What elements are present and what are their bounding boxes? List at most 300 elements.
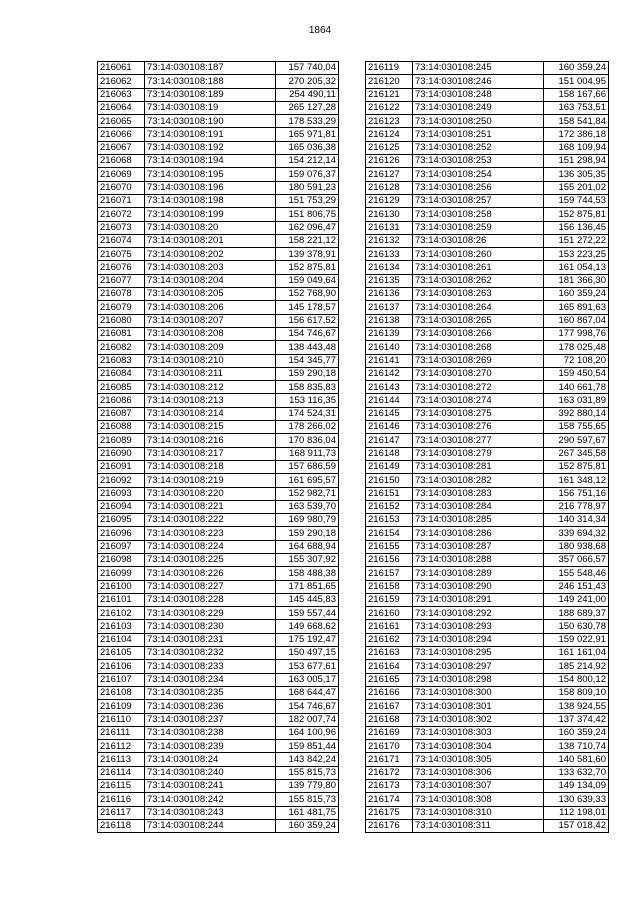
cadastral-number-cell: 73:14:030108:303 — [413, 726, 544, 739]
row-number-cell: 216104 — [98, 633, 145, 646]
table-row — [366, 620, 609, 633]
cadastral-number-cell: 73:14:030108:209 — [145, 341, 276, 354]
value-cell: 153 677,61 — [276, 660, 339, 673]
row-number-cell: 216162 — [366, 633, 413, 646]
cadastral-number-cell: 73:14:030108:217 — [145, 447, 276, 460]
row-number-cell: 216064 — [98, 101, 145, 114]
table-row — [98, 620, 339, 633]
table-row — [366, 75, 609, 88]
table-row — [366, 168, 609, 181]
table-row — [98, 567, 339, 580]
cadastral-number-cell: 73:14:030108:191 — [145, 128, 276, 141]
row-number-cell: 216087 — [98, 407, 145, 420]
row-number-cell: 216066 — [98, 128, 145, 141]
cadastral-number-cell: 73:14:030108:214 — [145, 407, 276, 420]
row-number-cell: 216061 — [98, 62, 145, 75]
value-cell: 143 842,24 — [276, 753, 339, 766]
row-number-cell: 216077 — [98, 274, 145, 287]
cadastral-number-cell: 73:14:030108:187 — [145, 62, 276, 75]
row-number-cell: 216175 — [366, 806, 413, 819]
table-row — [98, 673, 339, 686]
value-cell: 158 755,65 — [544, 421, 609, 434]
table-row — [98, 101, 339, 114]
cadastral-number-cell: 73:14:030108:243 — [145, 806, 276, 819]
value-cell: 159 022,91 — [544, 633, 609, 646]
table-row — [366, 88, 609, 101]
row-number-cell: 216157 — [366, 567, 413, 580]
value-cell: 165 036,38 — [276, 141, 339, 154]
value-cell: 171 851,65 — [276, 580, 339, 593]
row-number-cell: 216151 — [366, 487, 413, 500]
value-cell: 160 359,24 — [276, 819, 339, 832]
cadastral-number-cell: 73:14:030108:276 — [413, 421, 544, 434]
table-row — [366, 580, 609, 593]
cadastral-number-cell: 73:14:030108:257 — [413, 194, 544, 207]
value-cell: 168 911,73 — [276, 447, 339, 460]
table-row — [98, 819, 339, 832]
value-cell: 159 851,44 — [276, 740, 339, 753]
table-row — [366, 700, 609, 713]
cadastral-number-cell: 73:14:030108:289 — [413, 567, 544, 580]
table-row — [366, 101, 609, 114]
table-row — [366, 248, 609, 261]
value-cell: 159 450,54 — [544, 367, 609, 380]
cadastral-number-cell: 73:14:030108:230 — [145, 620, 276, 633]
cadastral-number-cell: 73:14:030108:282 — [413, 474, 544, 487]
cadastral-number-cell: 73:14:030108:310 — [413, 806, 544, 819]
value-cell: 216 778,97 — [544, 500, 609, 513]
value-cell: 161 695,57 — [276, 474, 339, 487]
cadastral-number-cell: 73:14:030108:263 — [413, 288, 544, 301]
row-number-cell: 216159 — [366, 593, 413, 606]
row-number-cell: 216089 — [98, 434, 145, 447]
value-cell: 168 109,94 — [544, 141, 609, 154]
table-row — [98, 540, 339, 553]
value-cell: 178 025,48 — [544, 341, 609, 354]
value-cell: 157 740,04 — [276, 62, 339, 75]
value-cell: 160 359,24 — [544, 62, 609, 75]
cadastral-number-cell: 73:14:030108:192 — [145, 141, 276, 154]
table-row — [366, 327, 609, 340]
table-row — [366, 221, 609, 234]
table-row — [366, 141, 609, 154]
value-cell: 159 290,18 — [276, 527, 339, 540]
row-number-cell: 216156 — [366, 553, 413, 566]
value-cell: 156 751,16 — [544, 487, 609, 500]
cadastral-number-cell: 73:14:030108:225 — [145, 553, 276, 566]
value-cell: 112 198,01 — [544, 806, 609, 819]
table-row — [98, 793, 339, 806]
row-number-cell: 216115 — [98, 780, 145, 793]
table-row — [98, 301, 339, 314]
table-row — [98, 726, 339, 739]
row-number-cell: 216129 — [366, 194, 413, 207]
row-number-cell: 216063 — [98, 88, 145, 101]
cadastral-number-cell: 73:14:030108:305 — [413, 753, 544, 766]
row-number-cell: 216085 — [98, 381, 145, 394]
table-row — [366, 540, 609, 553]
cadastral-number-cell: 73:14:030108:298 — [413, 673, 544, 686]
cadastral-number-cell: 73:14:030108:24 — [145, 753, 276, 766]
table-row — [98, 115, 339, 128]
row-number-cell: 216122 — [366, 101, 413, 114]
row-number-cell: 216098 — [98, 553, 145, 566]
value-cell: 160 867,04 — [544, 314, 609, 327]
cadastral-number-cell: 73:14:030108:202 — [145, 248, 276, 261]
cadastral-number-cell: 73:14:030108:254 — [413, 168, 544, 181]
table-row — [98, 62, 339, 75]
row-number-cell: 216113 — [98, 753, 145, 766]
value-cell: 156 617,52 — [276, 314, 339, 327]
table-row — [366, 686, 609, 699]
value-cell: 152 875,81 — [276, 261, 339, 274]
value-cell: 161 348,12 — [544, 474, 609, 487]
value-cell: 392 880,14 — [544, 407, 609, 420]
table-row — [366, 274, 609, 287]
value-cell: 151 806,75 — [276, 208, 339, 221]
row-number-cell: 216083 — [98, 354, 145, 367]
row-number-cell: 216142 — [366, 367, 413, 380]
table-row — [366, 487, 609, 500]
cadastral-number-cell: 73:14:030108:272 — [413, 381, 544, 394]
value-cell: 169 980,79 — [276, 514, 339, 527]
table-row — [98, 447, 339, 460]
cadastral-number-cell: 73:14:030108:199 — [145, 208, 276, 221]
row-number-cell: 216091 — [98, 460, 145, 473]
table-row — [366, 793, 609, 806]
cadastral-number-cell: 73:14:030108:216 — [145, 434, 276, 447]
cadastral-number-cell: 73:14:030108:297 — [413, 660, 544, 673]
table-row — [98, 514, 339, 527]
table-row — [98, 354, 339, 367]
cadastral-number-cell: 73:14:030108:205 — [145, 288, 276, 301]
value-cell: 339 694,32 — [544, 527, 609, 540]
row-number-cell: 216134 — [366, 261, 413, 274]
table-row — [366, 474, 609, 487]
cadastral-number-cell: 73:14:030108:256 — [413, 181, 544, 194]
table-row — [98, 194, 339, 207]
row-number-cell: 216072 — [98, 208, 145, 221]
cadastral-number-cell: 73:14:030108:285 — [413, 514, 544, 527]
row-number-cell: 216119 — [366, 62, 413, 75]
value-cell: 270 205,32 — [276, 75, 339, 88]
value-cell: 136 305,35 — [544, 168, 609, 181]
row-number-cell: 216174 — [366, 793, 413, 806]
cadastral-number-cell: 73:14:030108:244 — [145, 819, 276, 832]
table-row — [366, 806, 609, 819]
table-row — [366, 62, 609, 75]
row-number-cell: 216095 — [98, 514, 145, 527]
row-number-cell: 216146 — [366, 421, 413, 434]
table-row — [366, 434, 609, 447]
parcel-table-left — [97, 61, 339, 833]
value-cell: 138 710,74 — [544, 740, 609, 753]
row-number-cell: 216116 — [98, 793, 145, 806]
table-row — [366, 341, 609, 354]
row-number-cell: 216068 — [98, 155, 145, 168]
value-cell: 182 007,74 — [276, 713, 339, 726]
value-cell: 155 815,73 — [276, 793, 339, 806]
row-number-cell: 216103 — [98, 620, 145, 633]
cadastral-number-cell: 73:14:030108:195 — [145, 168, 276, 181]
row-number-cell: 216132 — [366, 234, 413, 247]
row-number-cell: 216148 — [366, 447, 413, 460]
value-cell: 158 221,12 — [276, 234, 339, 247]
cadastral-number-cell: 73:14:030108:249 — [413, 101, 544, 114]
value-cell: 153 116,35 — [276, 394, 339, 407]
value-cell: 130 639,33 — [544, 793, 609, 806]
table-row — [366, 354, 609, 367]
cadastral-number-cell: 73:14:030108:237 — [145, 713, 276, 726]
value-cell: 163 031,89 — [544, 394, 609, 407]
cadastral-number-cell: 73:14:030108:274 — [413, 394, 544, 407]
table-row — [98, 421, 339, 434]
row-number-cell: 216120 — [366, 75, 413, 88]
table-row — [366, 713, 609, 726]
row-number-cell: 216161 — [366, 620, 413, 633]
table-row — [366, 740, 609, 753]
cadastral-number-cell: 73:14:030108:246 — [413, 75, 544, 88]
value-cell: 159 557,44 — [276, 607, 339, 620]
row-number-cell: 216155 — [366, 540, 413, 553]
value-cell: 267 345,58 — [544, 447, 609, 460]
row-number-cell: 216075 — [98, 248, 145, 261]
page-number: 1864 — [308, 25, 332, 36]
row-number-cell: 216176 — [366, 819, 413, 832]
value-cell: 157 686,59 — [276, 460, 339, 473]
table-row — [98, 181, 339, 194]
table-row — [98, 128, 339, 141]
row-number-cell: 216078 — [98, 288, 145, 301]
row-number-cell: 216097 — [98, 540, 145, 553]
cadastral-number-cell: 73:14:030108:207 — [145, 314, 276, 327]
value-cell: 158 835,83 — [276, 381, 339, 394]
row-number-cell: 216111 — [98, 726, 145, 739]
cadastral-number-cell: 73:14:030108:212 — [145, 381, 276, 394]
table-row — [98, 527, 339, 540]
table-row — [98, 686, 339, 699]
cadastral-number-cell: 73:14:030108:307 — [413, 780, 544, 793]
table-row — [98, 753, 339, 766]
cadastral-number-cell: 73:14:030108:198 — [145, 194, 276, 207]
value-cell: 155 815,73 — [276, 766, 339, 779]
row-number-cell: 216105 — [98, 647, 145, 660]
cadastral-number-cell: 73:14:030108:277 — [413, 434, 544, 447]
cadastral-number-cell: 73:14:030108:306 — [413, 766, 544, 779]
cadastral-number-cell: 73:14:030108:301 — [413, 700, 544, 713]
value-cell: 178 533,29 — [276, 115, 339, 128]
value-cell: 151 004,95 — [544, 75, 609, 88]
row-number-cell: 216141 — [366, 354, 413, 367]
cadastral-number-cell: 73:14:030108:308 — [413, 793, 544, 806]
row-number-cell: 216131 — [366, 221, 413, 234]
row-number-cell: 216071 — [98, 194, 145, 207]
value-cell: 137 374,42 — [544, 713, 609, 726]
row-number-cell: 216067 — [98, 141, 145, 154]
row-number-cell: 216065 — [98, 115, 145, 128]
value-cell: 139 779,80 — [276, 780, 339, 793]
row-number-cell: 216086 — [98, 394, 145, 407]
row-number-cell: 216127 — [366, 168, 413, 181]
value-cell: 168 644,47 — [276, 686, 339, 699]
row-number-cell: 216135 — [366, 274, 413, 287]
value-cell: 155 201,02 — [544, 181, 609, 194]
table-row — [98, 327, 339, 340]
row-number-cell: 216084 — [98, 367, 145, 380]
table-row — [366, 593, 609, 606]
value-cell: 254 490,11 — [276, 88, 339, 101]
value-cell: 149 241,00 — [544, 593, 609, 606]
table-row — [98, 248, 339, 261]
table-row — [98, 740, 339, 753]
cadastral-number-cell: 73:14:030108:222 — [145, 514, 276, 527]
value-cell: 164 100,96 — [276, 726, 339, 739]
cadastral-number-cell: 73:14:030108:259 — [413, 221, 544, 234]
cadastral-number-cell: 73:14:030108:26 — [413, 234, 544, 247]
table-row — [366, 780, 609, 793]
cadastral-number-cell: 73:14:030108:293 — [413, 620, 544, 633]
row-number-cell: 216101 — [98, 593, 145, 606]
value-cell: 151 298,94 — [544, 155, 609, 168]
cadastral-number-cell: 73:14:030108:211 — [145, 367, 276, 380]
row-number-cell: 216154 — [366, 527, 413, 540]
value-cell: 151 753,29 — [276, 194, 339, 207]
cadastral-number-cell: 73:14:030108:264 — [413, 301, 544, 314]
table-row — [98, 713, 339, 726]
row-number-cell: 216100 — [98, 580, 145, 593]
row-number-cell: 216152 — [366, 500, 413, 513]
table-row — [366, 527, 609, 540]
row-number-cell: 216158 — [366, 580, 413, 593]
cadastral-number-cell: 73:14:030108:20 — [145, 221, 276, 234]
cadastral-number-cell: 73:14:030108:215 — [145, 421, 276, 434]
row-number-cell: 216163 — [366, 647, 413, 660]
cadastral-number-cell: 73:14:030108:213 — [145, 394, 276, 407]
row-number-cell: 216114 — [98, 766, 145, 779]
table-row — [366, 447, 609, 460]
cadastral-number-cell: 73:14:030108:275 — [413, 407, 544, 420]
value-cell: 265 127,28 — [276, 101, 339, 114]
table-row — [366, 500, 609, 513]
value-cell: 164 688,94 — [276, 540, 339, 553]
cadastral-number-cell: 73:14:030108:206 — [145, 301, 276, 314]
cadastral-number-cell: 73:14:030108:221 — [145, 500, 276, 513]
row-number-cell: 216093 — [98, 487, 145, 500]
row-number-cell: 216099 — [98, 567, 145, 580]
cadastral-number-cell: 73:14:030108:204 — [145, 274, 276, 287]
table-row — [366, 819, 609, 832]
row-number-cell: 216130 — [366, 208, 413, 221]
table-row — [366, 261, 609, 274]
row-number-cell: 216128 — [366, 181, 413, 194]
table-row — [98, 487, 339, 500]
parcel-table-right — [365, 61, 609, 833]
table-row — [98, 553, 339, 566]
value-cell: 150 497,15 — [276, 647, 339, 660]
row-number-cell: 216164 — [366, 660, 413, 673]
cadastral-number-cell: 73:14:030108:281 — [413, 460, 544, 473]
cadastral-number-cell: 73:14:030108:238 — [145, 726, 276, 739]
table-row — [366, 421, 609, 434]
row-number-cell: 216139 — [366, 327, 413, 340]
row-number-cell: 216160 — [366, 607, 413, 620]
table-row — [98, 341, 339, 354]
table-row — [366, 194, 609, 207]
table-row — [366, 301, 609, 314]
row-number-cell: 216166 — [366, 686, 413, 699]
row-number-cell: 216109 — [98, 700, 145, 713]
cadastral-number-cell: 73:14:030108:219 — [145, 474, 276, 487]
table-row — [366, 766, 609, 779]
value-cell: 162 096,47 — [276, 221, 339, 234]
value-cell: 188 689,37 — [544, 607, 609, 620]
cadastral-number-cell: 73:14:030108:201 — [145, 234, 276, 247]
row-number-cell: 216092 — [98, 474, 145, 487]
table-row — [366, 567, 609, 580]
row-number-cell: 216096 — [98, 527, 145, 540]
cadastral-number-cell: 73:14:030108:300 — [413, 686, 544, 699]
table-row — [366, 181, 609, 194]
cadastral-number-cell: 73:14:030108:258 — [413, 208, 544, 221]
table-row — [366, 407, 609, 420]
cadastral-number-cell: 73:14:030108:245 — [413, 62, 544, 75]
value-cell: 158 167,66 — [544, 88, 609, 101]
cadastral-number-cell: 73:14:030108:290 — [413, 580, 544, 593]
table-row — [366, 647, 609, 660]
row-number-cell: 216106 — [98, 660, 145, 673]
cadastral-number-cell: 73:14:030108:226 — [145, 567, 276, 580]
cadastral-number-cell: 73:14:030108:210 — [145, 354, 276, 367]
cadastral-number-cell: 73:14:030108:292 — [413, 607, 544, 620]
value-cell: 175 192,47 — [276, 633, 339, 646]
row-number-cell: 216149 — [366, 460, 413, 473]
table-row — [366, 726, 609, 739]
cadastral-number-cell: 73:14:030108:220 — [145, 487, 276, 500]
cadastral-number-cell: 73:14:030108:248 — [413, 88, 544, 101]
table-row — [366, 234, 609, 247]
value-cell: 160 359,24 — [544, 726, 609, 739]
value-cell: 163 005,17 — [276, 673, 339, 686]
table-row — [98, 75, 339, 88]
row-number-cell: 216123 — [366, 115, 413, 128]
row-number-cell: 216138 — [366, 314, 413, 327]
cadastral-number-cell: 73:14:030108:236 — [145, 700, 276, 713]
row-number-cell: 216108 — [98, 686, 145, 699]
table-row — [98, 500, 339, 513]
row-number-cell: 216080 — [98, 314, 145, 327]
row-number-cell: 216102 — [98, 607, 145, 620]
row-number-cell: 216125 — [366, 141, 413, 154]
cadastral-number-cell: 73:14:030108:229 — [145, 607, 276, 620]
table-row — [98, 633, 339, 646]
row-number-cell: 216090 — [98, 447, 145, 460]
value-cell: 155 548,46 — [544, 567, 609, 580]
value-cell: 290 597,67 — [544, 434, 609, 447]
table-row — [366, 514, 609, 527]
row-number-cell: 216145 — [366, 407, 413, 420]
row-number-cell: 216082 — [98, 341, 145, 354]
row-number-cell: 216076 — [98, 261, 145, 274]
row-number-cell: 216143 — [366, 381, 413, 394]
value-cell: 161 161,04 — [544, 647, 609, 660]
row-number-cell: 216150 — [366, 474, 413, 487]
row-number-cell: 216073 — [98, 221, 145, 234]
cadastral-number-cell: 73:14:030108:228 — [145, 593, 276, 606]
row-number-cell: 216172 — [366, 766, 413, 779]
value-cell: 138 924,55 — [544, 700, 609, 713]
value-cell: 140 581,60 — [544, 753, 609, 766]
table-row — [98, 221, 339, 234]
